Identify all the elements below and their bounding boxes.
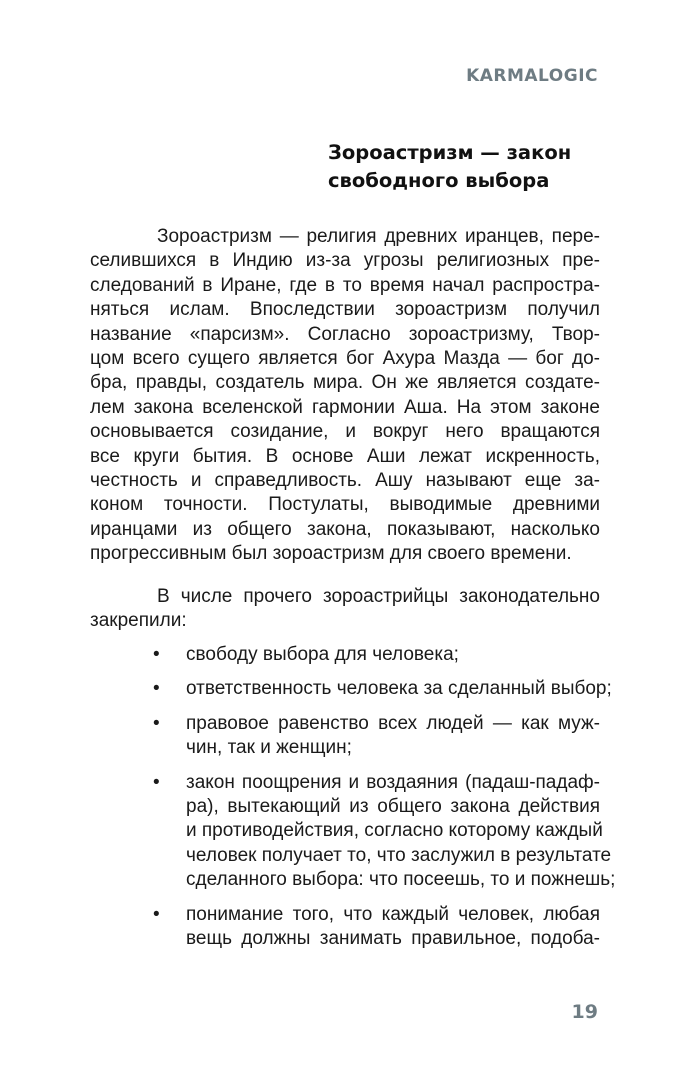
text-line: В числе прочего зороастрийцы законодательно <box>157 586 600 607</box>
chapter-title-line: свободного выбора <box>328 169 550 192</box>
chapter-title <box>328 139 588 195</box>
bullet-icon: • <box>153 771 160 793</box>
list-item <box>90 712 600 761</box>
text-line: лем закона вселенской гармонии Аша. На этом законе <box>90 396 600 418</box>
text-line: ра), вытекающий из общего закона действия <box>186 796 600 818</box>
bullet-list <box>90 643 616 951</box>
list-item <box>90 643 600 667</box>
list-item <box>90 677 612 701</box>
text-line: вещь должны занимать правильное, подоба- <box>186 928 600 950</box>
text-line: и противодействия, согласно которому каждый <box>186 820 603 842</box>
page-number: 19 <box>571 1001 598 1023</box>
text-line: чин, так и женщин; <box>186 737 352 759</box>
paragraph-1 <box>90 225 600 567</box>
text-line: Зороастризм — религия древних иранцев, пере- <box>157 226 600 247</box>
bullet-icon: • <box>153 678 160 700</box>
running-head: KARMALOGIC <box>466 66 598 86</box>
text-line: правовое равенство всех людей — как муж- <box>186 712 600 734</box>
chapter-title-line: Зороастризм — закон <box>328 141 572 164</box>
text-line: название «парсизм». Согласно зороастризму, Твор- <box>90 323 600 345</box>
text-line: ответственность человека за сделанный выбор; <box>186 678 612 700</box>
bullet-icon: • <box>153 644 160 665</box>
text-line: няться ислам. Впоследствии зороастризм получил <box>90 299 600 321</box>
text-line: честность и справедливость. Ашу называют еще за- <box>90 470 600 492</box>
text-line: коном точности. Постулаты, выводимые древними <box>90 494 600 516</box>
text-line: прогрессивным был зороастризм для своего времени. <box>90 543 572 565</box>
text-line: свободу выбора для человека; <box>186 644 459 665</box>
text-line: все круги бытия. В основе Аши лежат искренность, <box>90 445 600 467</box>
text-line: сделанного выбора: что посеешь, то и пожнешь; <box>186 869 616 891</box>
text-line: селившихся в Индию из-за угрозы религиозных пре- <box>90 250 600 272</box>
text-line: следований в Иране, где в то время начал распростра- <box>90 274 600 296</box>
text-line: бра, правды, создатель мира. Он же является создате- <box>90 372 600 394</box>
text-line: закрепили: <box>90 610 187 632</box>
bullet-icon: • <box>153 903 160 925</box>
text-line: понимание того, что каждый человек, любая <box>186 903 600 925</box>
text-line: основывается созидание, и вокруг него вращаются <box>90 421 600 443</box>
text-line: иранцами из общего закона, показывают, насколько <box>90 518 600 540</box>
list-item <box>90 771 616 893</box>
bullet-icon: • <box>153 712 160 734</box>
text-line: цом всего сущего является бог Ахура Мазда — бог до- <box>90 348 600 370</box>
list-item <box>90 903 600 952</box>
text-line: человек получает то, что заслужил в результате <box>186 844 612 866</box>
text-line: закон поощрения и воздаяния (падаш-падаф- <box>186 771 600 793</box>
paragraph-2 <box>90 585 600 634</box>
